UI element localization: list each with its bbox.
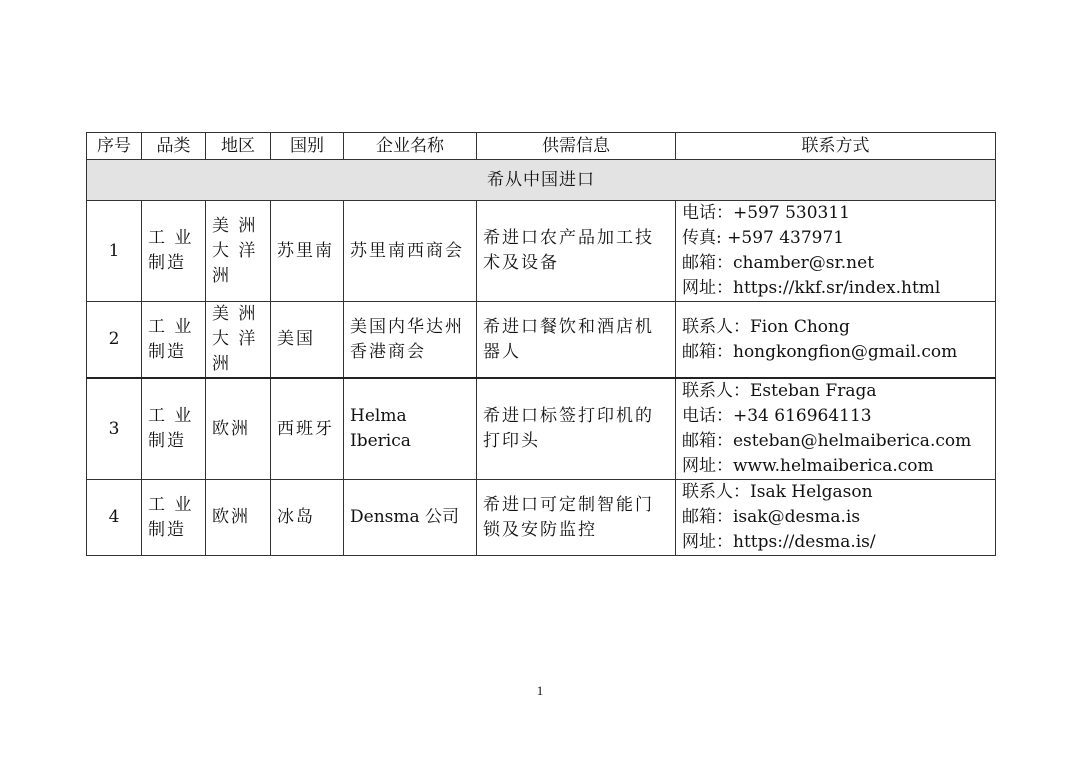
contact-website: 网址：https://desma.is/	[682, 532, 876, 552]
row-region: 美 洲 大 洋 洲	[206, 201, 271, 302]
section-title: 希从中国进口	[87, 160, 996, 201]
contact-person: 联系人：Isak Helgason	[682, 482, 873, 502]
header-country: 国别	[271, 133, 344, 160]
contact-website: 网址：www.helmaiberica.com	[682, 456, 934, 476]
row-demand: 希进口农产品加工技术及设备	[477, 201, 676, 302]
row-contact	[676, 480, 996, 556]
header-category: 品类	[142, 133, 206, 160]
row-number: 4	[87, 480, 142, 556]
section-row	[87, 160, 996, 201]
supply-demand-table	[86, 132, 996, 556]
row-company: 苏里南西商会	[344, 201, 477, 302]
table-row	[87, 378, 996, 480]
row-country: 冰岛	[271, 480, 344, 556]
page-number: 1	[536, 683, 544, 698]
header-demand: 供需信息	[477, 133, 676, 160]
contact-person: 联系人：Esteban Fraga	[682, 381, 877, 401]
row-number: 2	[87, 302, 142, 379]
table-row	[87, 302, 996, 379]
contact-email: 邮箱：isak@desma.is	[682, 507, 861, 527]
header-region: 地区	[206, 133, 271, 160]
row-country: 西班牙	[271, 378, 344, 480]
row-category: 工 业 制造	[142, 201, 206, 302]
table-row	[87, 201, 996, 302]
row-contact	[676, 302, 996, 379]
row-contact	[676, 201, 996, 302]
contact-person: 联系人：Fion Chong	[682, 316, 850, 337]
row-number: 3	[87, 378, 142, 480]
row-demand: 希进口餐饮和酒店机器人	[477, 302, 676, 379]
row-country: 美国	[271, 302, 344, 379]
contact-email: 邮箱：chamber@sr.net	[682, 253, 875, 273]
row-region: 美 洲 大 洋 洲	[206, 302, 271, 379]
header-company: 企业名称	[344, 133, 477, 160]
header-no: 序号	[87, 133, 142, 160]
row-country: 苏里南	[271, 201, 344, 302]
row-category: 工 业 制造	[142, 480, 206, 556]
row-region: 欧洲	[206, 378, 271, 480]
row-company: 美国内华达州香港商会	[344, 302, 477, 379]
header-contact: 联系方式	[676, 133, 996, 160]
table-row	[87, 480, 996, 556]
contact-email: 邮箱：hongkongfion@gmail.com	[682, 341, 958, 362]
contact-email: 邮箱：esteban@helmaiberica.com	[682, 431, 972, 451]
contact-website: 网址：https://kkf.sr/index.html	[682, 278, 941, 298]
row-demand: 希进口标签打印机的打印头	[477, 378, 676, 480]
row-company: Helma Iberica	[344, 378, 477, 480]
row-contact	[676, 378, 996, 480]
contact-fax: 传真: +597 437971	[682, 228, 845, 248]
row-number: 1	[87, 201, 142, 302]
contact-phone: 电话：+597 530311	[682, 203, 850, 223]
row-category: 工 业 制造	[142, 378, 206, 480]
header-row	[87, 133, 996, 160]
contact-phone: 电话：+34 616964113	[682, 406, 872, 426]
row-category: 工 业 制造	[142, 302, 206, 379]
row-demand: 希进口可定制智能门锁及安防监控	[477, 480, 676, 556]
row-company: Densma 公司	[344, 480, 477, 556]
row-region: 欧洲	[206, 480, 271, 556]
